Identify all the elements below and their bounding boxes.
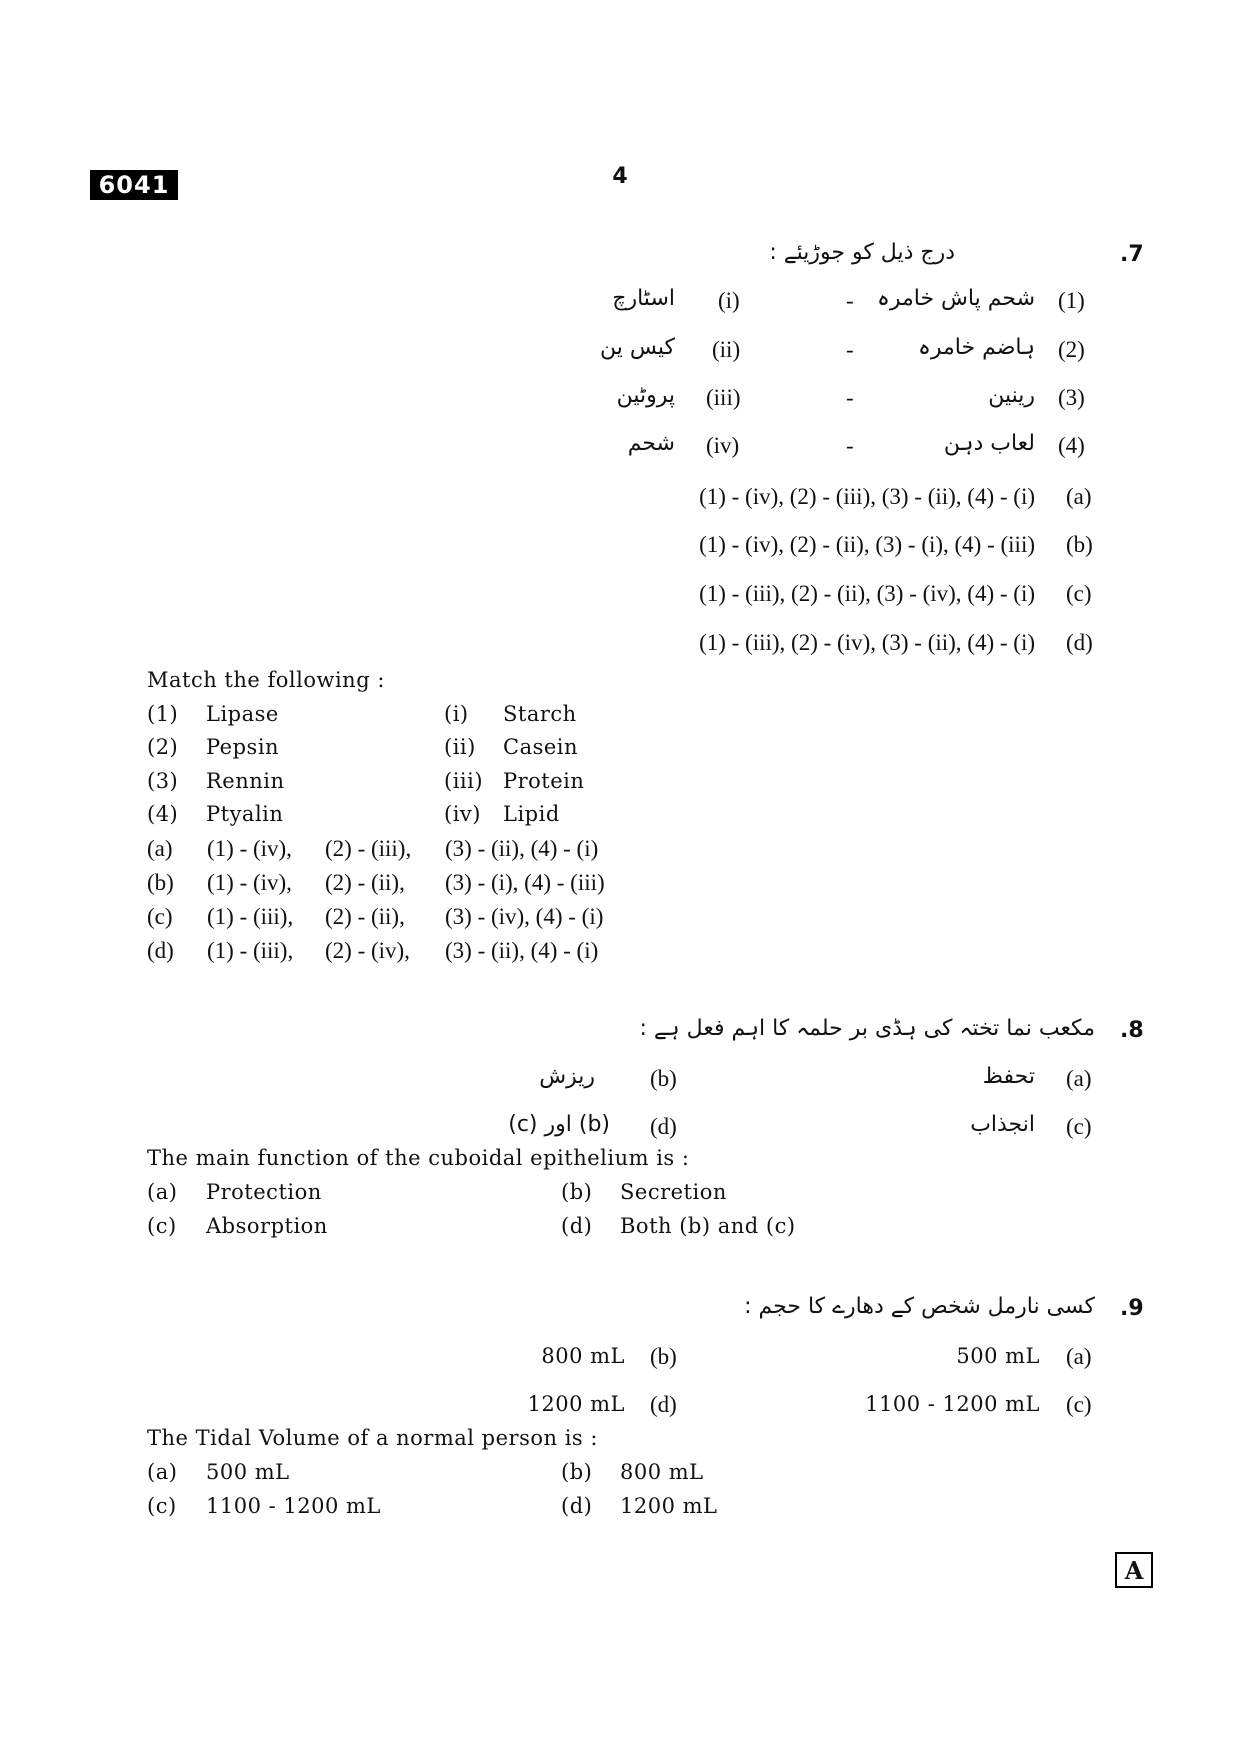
q9-urdu-stem: کسی نارمل شخص کے دھارے کا حجم :	[744, 1294, 1095, 1319]
q7-english-option-part: (1) - (iii),	[207, 938, 294, 963]
q7-urdu-right-text: اسٹارچ	[612, 286, 675, 311]
q7-urdu-left-num: (1)	[1058, 288, 1085, 313]
q7-urdu-option-label: (b)	[1066, 532, 1093, 557]
q7-urdu-option-label: (d)	[1066, 630, 1093, 655]
page-number: 4	[612, 164, 628, 189]
q9-urdu-option-text: 1200 mL	[527, 1392, 625, 1416]
q8-urdu-option-text: انجذاب	[970, 1112, 1035, 1137]
q7-english-option-part: (1) - (iv),	[207, 870, 292, 895]
q8-urdu-option-text: تحفظ	[982, 1064, 1035, 1089]
q7-urdu-right-text: کیس ین	[599, 335, 675, 360]
q8-urdu-option-label: (b)	[650, 1066, 677, 1091]
q7-urdu-left-num: (3)	[1058, 385, 1085, 410]
q8-number: .8	[1120, 1018, 1144, 1043]
q9-english-option-label: (b)	[561, 1460, 593, 1484]
q7-english-right-num: (iii)	[444, 769, 484, 793]
q7-urdu-option-text: (1) - (iv), (2) - (iii), (3) - (ii), (4) - (i)	[699, 484, 1035, 509]
q7-urdu-option-text: (1) - (iii), (2) - (iv), (3) - (ii), (4) - (i)	[699, 630, 1035, 655]
q9-english-stem: The Tidal Volume of a normal person is :	[147, 1426, 598, 1450]
q7-english-option-label: (b)	[147, 870, 174, 895]
q7-english-stem: Match the following :	[147, 668, 385, 692]
q9-english-option-label: (a)	[147, 1460, 178, 1484]
q7-english-option-part: (2) - (ii),	[325, 870, 405, 895]
q8-urdu-option-text: (b) اور (c)	[508, 1112, 610, 1137]
q7-english-left-num: (1)	[147, 702, 179, 726]
q7-english-right-num: (i)	[444, 702, 469, 726]
q8-urdu-option-text: ریزش	[539, 1064, 595, 1089]
q7-urdu-left-num: (4)	[1058, 433, 1085, 458]
q7-urdu-right-text: پروٹین	[616, 383, 675, 408]
q7-urdu-dash: -	[846, 433, 854, 458]
set-code-box: A	[1115, 1552, 1153, 1588]
q8-english-stem: The main function of the cuboidal epithelium is :	[147, 1146, 690, 1170]
q7-english-left-num: (3)	[147, 769, 179, 793]
q7-urdu-dash: -	[846, 385, 854, 410]
q7-english-left-text: Lipase	[206, 702, 279, 726]
q7-english-option-part: (3) - (i), (4) - (iii)	[445, 870, 605, 895]
q9-english-option-label: (d)	[561, 1494, 593, 1518]
q7-urdu-stem: درج ذیل کو جوڑیئے :	[769, 240, 955, 265]
q7-english-right-text: Protein	[503, 769, 585, 793]
q9-english-option-text: 500 mL	[206, 1460, 290, 1484]
q7-english-option-label: (a)	[147, 836, 173, 861]
q8-english-option-text: Secretion	[620, 1180, 727, 1204]
q9-english-option-label: (c)	[147, 1494, 177, 1518]
q7-english-right-num: (ii)	[444, 735, 476, 759]
q7-english-left-text: Pepsin	[206, 735, 280, 759]
q7-urdu-option-text: (1) - (iv), (2) - (ii), (3) - (i), (4) - (iii)	[699, 532, 1035, 557]
q7-english-left-num: (4)	[147, 802, 179, 826]
q7-urdu-left-text: ہاضم خامرہ	[917, 335, 1035, 360]
q7-english-left-text: Ptyalin	[206, 802, 284, 826]
q7-urdu-dash: -	[846, 288, 854, 313]
q9-urdu-option-label: (b)	[650, 1344, 677, 1369]
q7-english-option-part: (3) - (ii), (4) - (i)	[445, 836, 599, 861]
q8-urdu-option-label: (c)	[1066, 1114, 1092, 1139]
q7-urdu-left-text: شحم پاش خامرہ	[876, 286, 1035, 311]
q8-urdu-option-label: (d)	[650, 1114, 677, 1139]
q7-english-option-part: (3) - (ii), (4) - (i)	[445, 938, 599, 963]
q9-urdu-option-text: 500 mL	[956, 1344, 1040, 1368]
q8-english-option-label: (a)	[147, 1180, 178, 1204]
q7-english-option-part: (2) - (ii),	[325, 904, 405, 929]
q9-english-option-text: 1200 mL	[620, 1494, 718, 1518]
q9-number: .9	[1120, 1296, 1144, 1321]
q7-urdu-left-num: (2)	[1058, 337, 1085, 362]
q9-urdu-option-text: 1100 - 1200 mL	[865, 1392, 1040, 1416]
q7-english-right-text: Casein	[503, 735, 579, 759]
q8-urdu-option-label: (a)	[1066, 1066, 1092, 1091]
q7-urdu-left-text: رینین	[988, 383, 1035, 408]
q9-english-option-text: 800 mL	[620, 1460, 704, 1484]
q7-urdu-right-num: (ii)	[712, 337, 741, 362]
q8-english-option-text: Both (b) and (c)	[620, 1214, 796, 1238]
q7-english-option-label: (d)	[147, 938, 174, 963]
q7-urdu-right-text: شحم	[627, 431, 675, 456]
q7-urdu-option-label: (a)	[1066, 484, 1092, 509]
q7-english-option-part: (1) - (iv),	[207, 836, 292, 861]
q7-urdu-dash: -	[846, 337, 854, 362]
q7-urdu-right-num: (i)	[718, 288, 740, 313]
q7-english-option-part: (2) - (iv),	[325, 938, 410, 963]
q7-english-right-text: Starch	[503, 702, 577, 726]
q7-english-right-num: (iv)	[444, 802, 481, 826]
q7-urdu-option-label: (c)	[1066, 581, 1092, 606]
q9-urdu-option-label: (a)	[1066, 1344, 1092, 1369]
q7-english-left-text: Rennin	[206, 769, 285, 793]
q7-english-right-text: Lipid	[503, 802, 560, 826]
q7-english-option-part: (3) - (iv), (4) - (i)	[445, 904, 604, 929]
q9-english-option-text: 1100 - 1200 mL	[206, 1494, 381, 1518]
q8-urdu-stem: مکعب نما تختہ کی ہڈی بر حلمہ کا اہم فعل ہے :	[639, 1016, 1095, 1041]
q7-number: .7	[1120, 242, 1144, 267]
paper-code-badge: 6041	[90, 170, 178, 200]
q9-urdu-option-label: (d)	[650, 1392, 677, 1417]
q9-urdu-option-label: (c)	[1066, 1392, 1092, 1417]
q7-english-option-part: (1) - (iii),	[207, 904, 294, 929]
q7-urdu-right-num: (iv)	[706, 433, 740, 458]
q8-english-option-text: Protection	[206, 1180, 322, 1204]
q7-english-left-num: (2)	[147, 735, 179, 759]
q7-english-option-part: (2) - (iii),	[325, 836, 412, 861]
q7-urdu-option-text: (1) - (iii), (2) - (ii), (3) - (iv), (4) - (i)	[699, 581, 1035, 606]
q9-urdu-option-text: 800 mL	[541, 1344, 625, 1368]
q8-english-option-label: (c)	[147, 1214, 177, 1238]
q8-english-option-text: Absorption	[206, 1214, 328, 1238]
q8-english-option-label: (d)	[561, 1214, 593, 1238]
q8-english-option-label: (b)	[561, 1180, 593, 1204]
q7-urdu-right-num: (iii)	[706, 385, 741, 410]
q7-urdu-left-text: لعاب دہن	[943, 431, 1035, 456]
q7-english-option-label: (c)	[147, 904, 173, 929]
